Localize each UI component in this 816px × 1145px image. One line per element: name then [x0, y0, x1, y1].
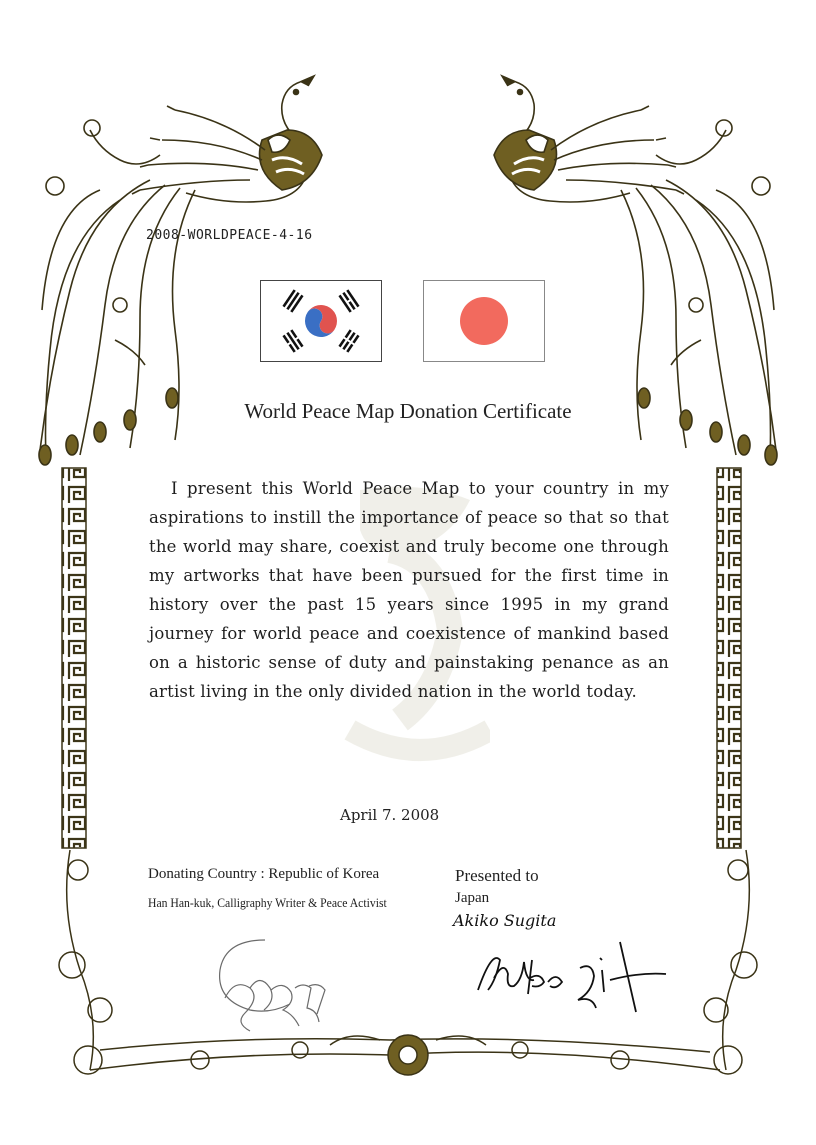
certificate-title: World Peace Map Donation Certificate: [244, 399, 572, 423]
meander-border-right-icon: [717, 468, 741, 848]
certificate-date: April 7. 2008: [340, 806, 440, 824]
donor-name: Han Han-kuk, Calligraphy Writer & Peace Activist: [148, 895, 387, 910]
recipient-signature-icon: [470, 930, 680, 1030]
recipient-country: Japan: [455, 890, 490, 906]
certificate-serial: 2008-WORLDPEACE-4-16: [146, 228, 313, 243]
recipient-name: Akiko Sugita: [453, 911, 557, 930]
donating-country: Donating Country : Republic of Korea: [148, 866, 380, 882]
meander-border-left-icon: [62, 468, 86, 848]
donor-signature-icon: [205, 928, 345, 1038]
japan-flag-icon: [423, 280, 545, 362]
certificate-body: I present this World Peace Map to your country in my aspirations to instill the importance of peace so that so that the world may share, coexist and truly become one through my artworks that have been pursued for the first time in history over the past 15 years since 1995 in my grand journey for world peace and coexistence of mankind based on a historic sense of duty and painstaking penance as an artist living in the only divided nation in the world today.: [149, 479, 669, 701]
presented-to-label: Presented to: [455, 866, 539, 885]
korea-flag-icon: [260, 280, 382, 362]
